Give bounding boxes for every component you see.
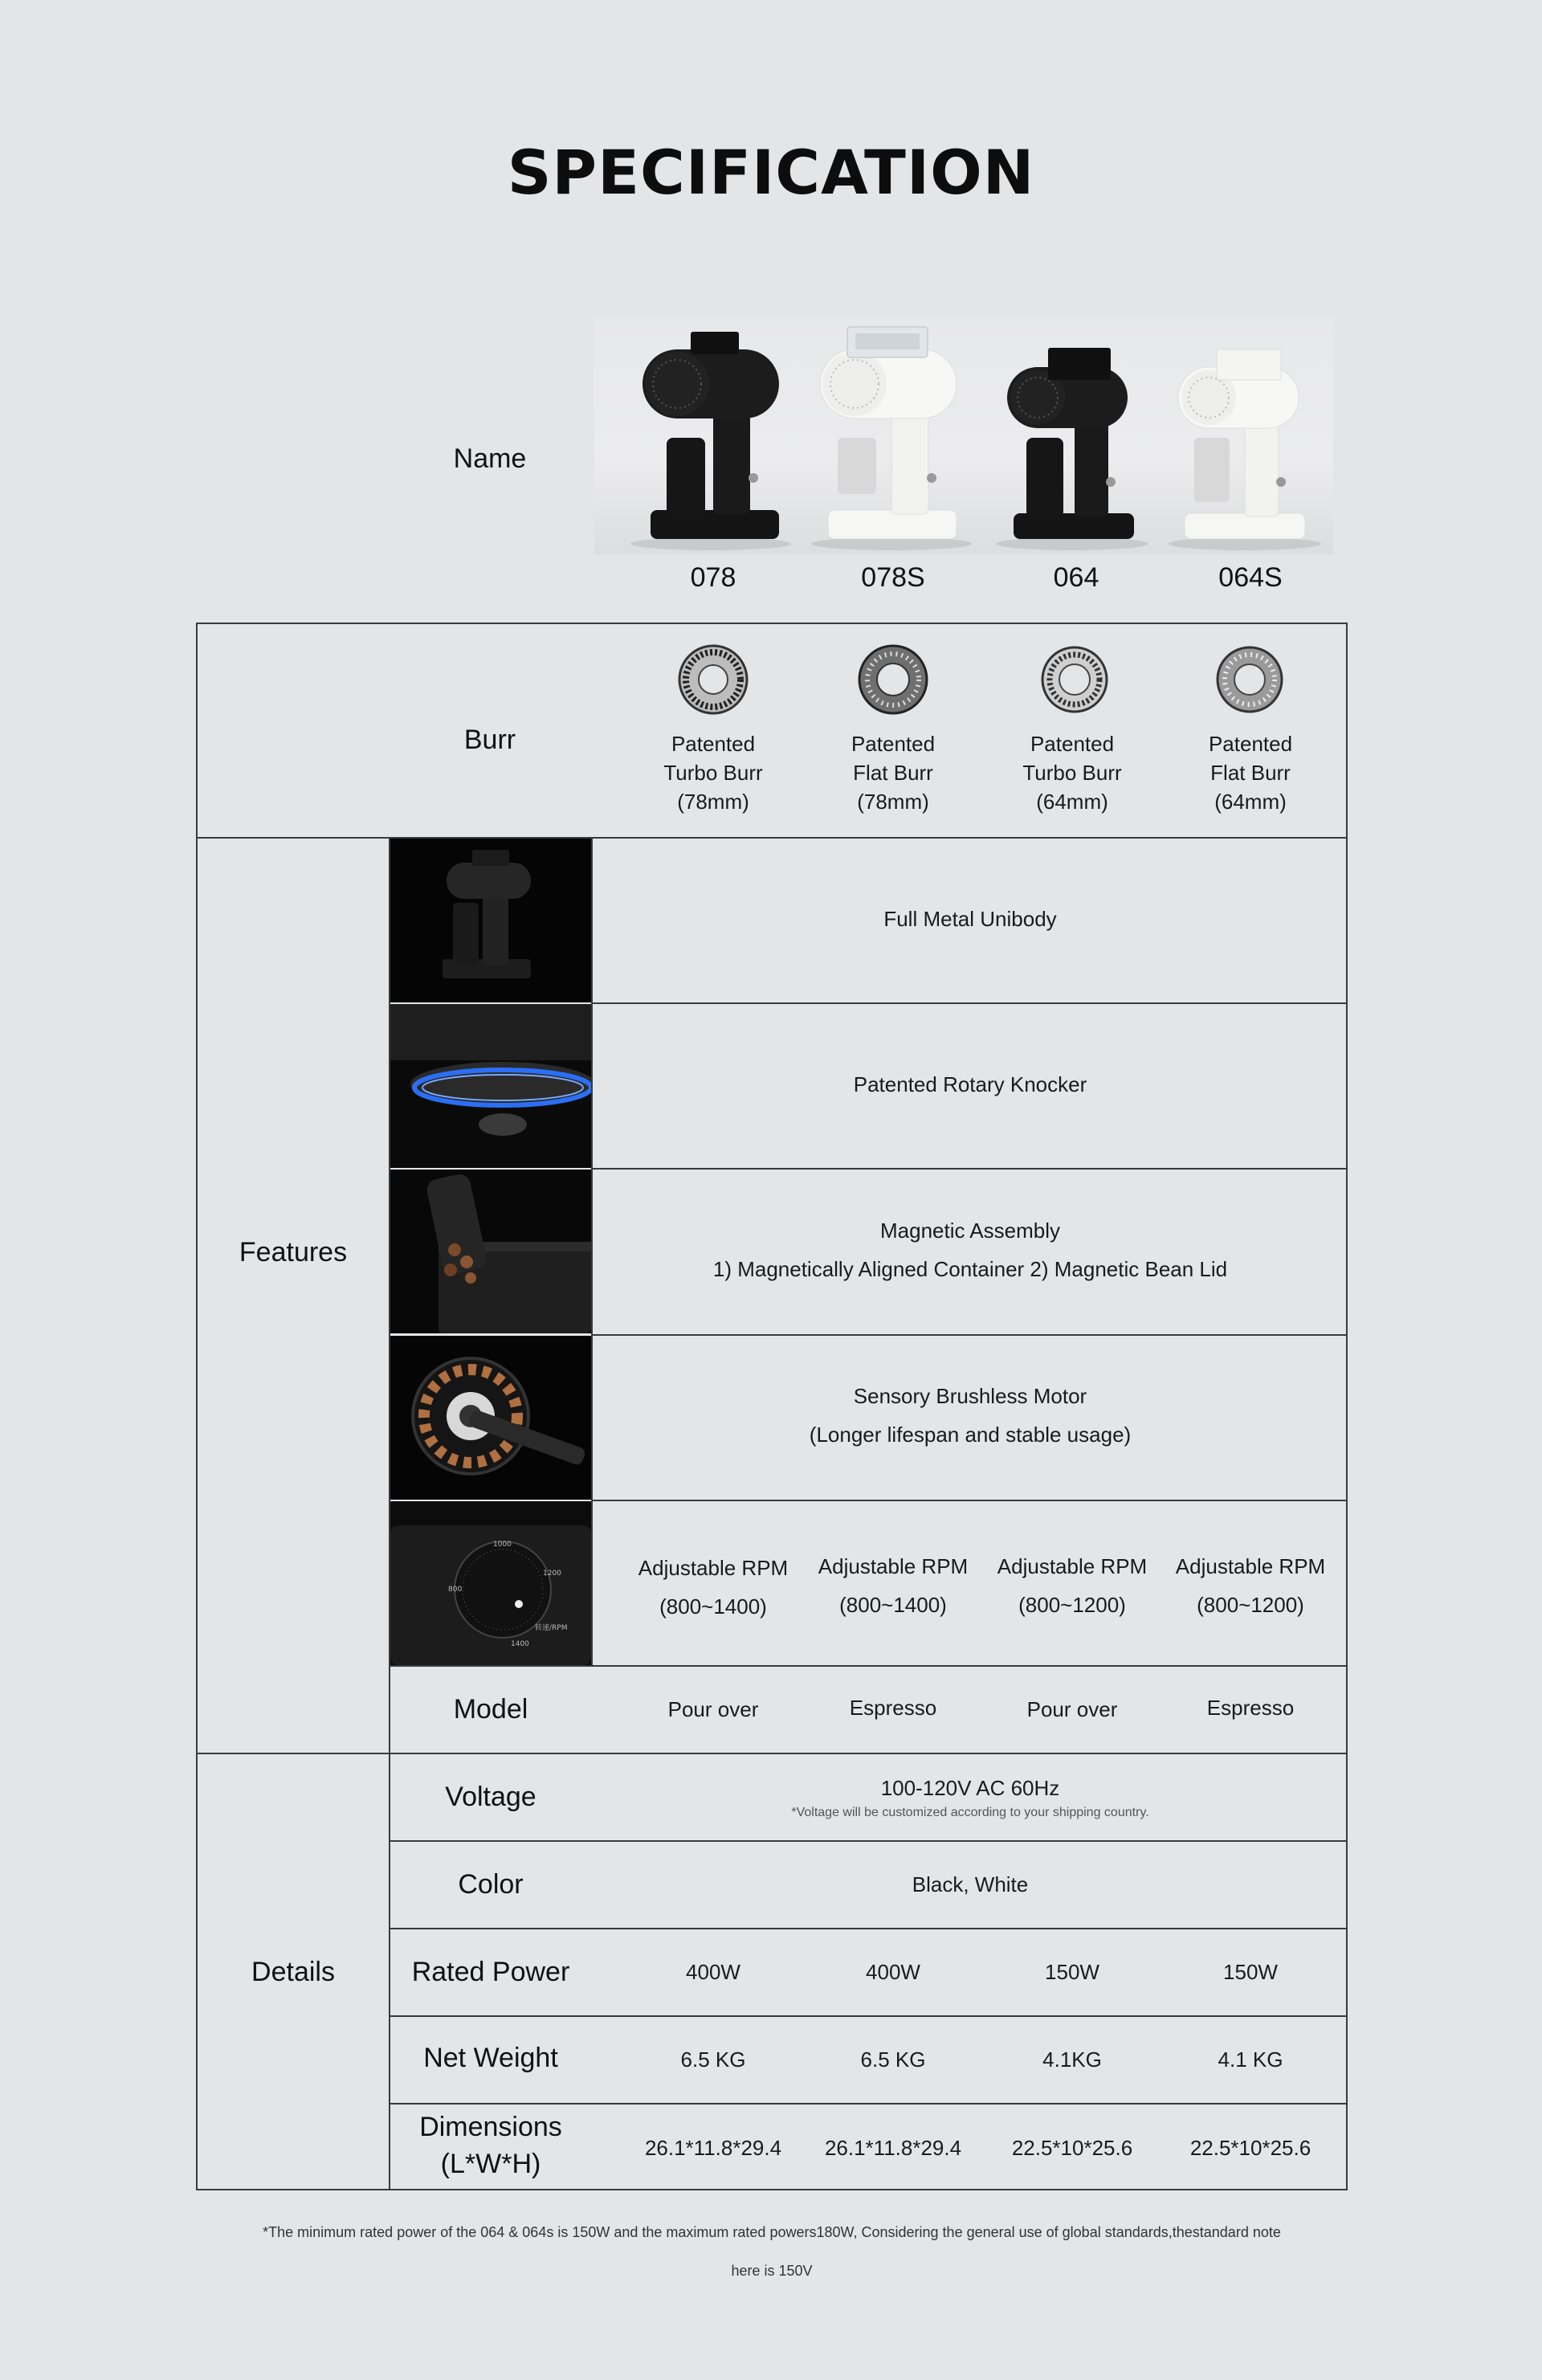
dial-mark-1000: 1000 (493, 1541, 512, 1549)
divider (390, 1928, 1348, 1929)
dim-078: 26.1*11.8*29.4 (644, 2136, 782, 2160)
product-lineup (594, 317, 1333, 554)
model-name-064s: 064S (1218, 562, 1283, 593)
model-name-078s: 078S (861, 562, 925, 593)
dial-mark-800: 800 (448, 1586, 463, 1594)
feature-image-magnetic (390, 1170, 591, 1333)
voltage-row-label: Voltage (445, 1782, 536, 1812)
divider (390, 1840, 1348, 1842)
model-use-078: Pour over (667, 1697, 759, 1721)
feature-image-unibody (390, 839, 591, 1002)
weight-078s: 6.5 KG (860, 2047, 926, 2072)
name-row-label: Name (453, 443, 527, 474)
feature-motor-detail: (Longer lifespan and stable usage) (809, 1423, 1132, 1447)
feature-magnetic-detail: 1) Magnetically Aligned Container 2) Magnetic Bean Lid (712, 1257, 1228, 1281)
dial-mark-1200: 1200 (543, 1570, 561, 1578)
feature-unibody-text: Full Metal Unibody (883, 907, 1057, 931)
divider (593, 1500, 1348, 1501)
divider (390, 2103, 1348, 2104)
dial-mark-1400: 1400 (511, 1640, 529, 1648)
dial-mark-rpm: 转速/RPM (535, 1624, 568, 1632)
flat-burr-78-icon (856, 643, 930, 716)
weight-064s: 4.1 KG (1218, 2047, 1283, 2072)
rpm-064: Adjustable RPM (800~1200) (997, 1554, 1148, 1617)
divider (196, 837, 1348, 839)
model-use-064s: Espresso (1206, 1696, 1295, 1720)
dim-064s: 22.5*10*25.6 (1189, 2136, 1312, 2160)
power-078s: 400W (866, 1960, 920, 1984)
rpm-078: Adjustable RPM (800~1400) (638, 1556, 789, 1619)
feature-image-rpm-dial (390, 1501, 591, 1665)
feature-image-knocker (390, 1004, 591, 1168)
turbo-burr-64-icon (1038, 643, 1112, 716)
burr-text-078: Patented Turbo Burr (78mm) (663, 732, 763, 814)
divider (593, 1168, 1348, 1170)
rated-power-row-label: Rated Power (411, 1957, 570, 1987)
weight-064: 4.1KG (1042, 2047, 1102, 2072)
feature-magnetic-title: Magnetic Assembly (880, 1219, 1060, 1243)
product-image-064s (1152, 317, 1337, 554)
divider (593, 1002, 1348, 1004)
model-use-078s: Espresso (849, 1696, 937, 1720)
dim-078s: 26.1*11.8*29.4 (824, 2136, 962, 2160)
footnote (196, 2213, 1348, 2290)
divider (196, 1753, 1348, 1754)
dim-064: 22.5*10*25.6 (1011, 2136, 1133, 2160)
feature-image-motor (390, 1336, 591, 1500)
page-title: SPECIFICATION (507, 137, 1035, 208)
color-value: Black, White (912, 1872, 1029, 1896)
turbo-burr-78-icon (676, 643, 750, 716)
color-row-label: Color (458, 1869, 524, 1900)
model-name-078: 078 (690, 562, 736, 593)
burr-text-064: Patented Turbo Burr (64mm) (1022, 732, 1122, 814)
features-group-label: Features (239, 1237, 348, 1268)
voltage-note: *Voltage will be customized according to your shipping country. (791, 1806, 1149, 1819)
feature-motor-title: Sensory Brushless Motor (853, 1384, 1087, 1408)
model-name-064: 064 (1053, 562, 1099, 593)
product-image-064 (980, 317, 1165, 554)
dimensions-row-label: Dimensions (L*W*H) (419, 2112, 562, 2179)
product-image-078s (799, 317, 984, 554)
power-064: 150W (1045, 1960, 1099, 1984)
weight-078: 6.5 KG (680, 2047, 746, 2072)
rpm-078s: Adjustable RPM (800~1400) (818, 1554, 969, 1617)
burr-row-label: Burr (463, 725, 516, 755)
model-row-label: Model (453, 1694, 528, 1725)
divider (593, 1334, 1348, 1336)
divider (390, 2015, 1348, 2017)
voltage-value: 100-120V AC 60Hz (880, 1776, 1060, 1800)
model-use-064: Pour over (1026, 1697, 1118, 1721)
power-064s: 150W (1223, 1960, 1278, 1984)
divider (390, 1665, 1348, 1667)
footnote-line-1: *The minimum rated power of the 064 & 064s is 150W and the maximum rated powers180W, Considering the general use of global standards,thestandard note (263, 2224, 1281, 2240)
power-078: 400W (686, 1960, 740, 1984)
feature-knocker-text: Patented Rotary Knocker (853, 1072, 1087, 1096)
footnote-line-2: here is 150V (731, 2263, 813, 2279)
burr-text-078s: Patented Flat Burr (78mm) (851, 732, 936, 814)
burr-text-064s: Patented Flat Burr (64mm) (1208, 732, 1293, 814)
product-image-078 (618, 317, 803, 554)
details-group-label: Details (251, 1957, 335, 1987)
net-weight-row-label: Net Weight (423, 2043, 558, 2073)
flat-burr-64-icon (1213, 643, 1287, 716)
divider (591, 837, 593, 1665)
rpm-064s: Adjustable RPM (800~1200) (1175, 1554, 1326, 1617)
